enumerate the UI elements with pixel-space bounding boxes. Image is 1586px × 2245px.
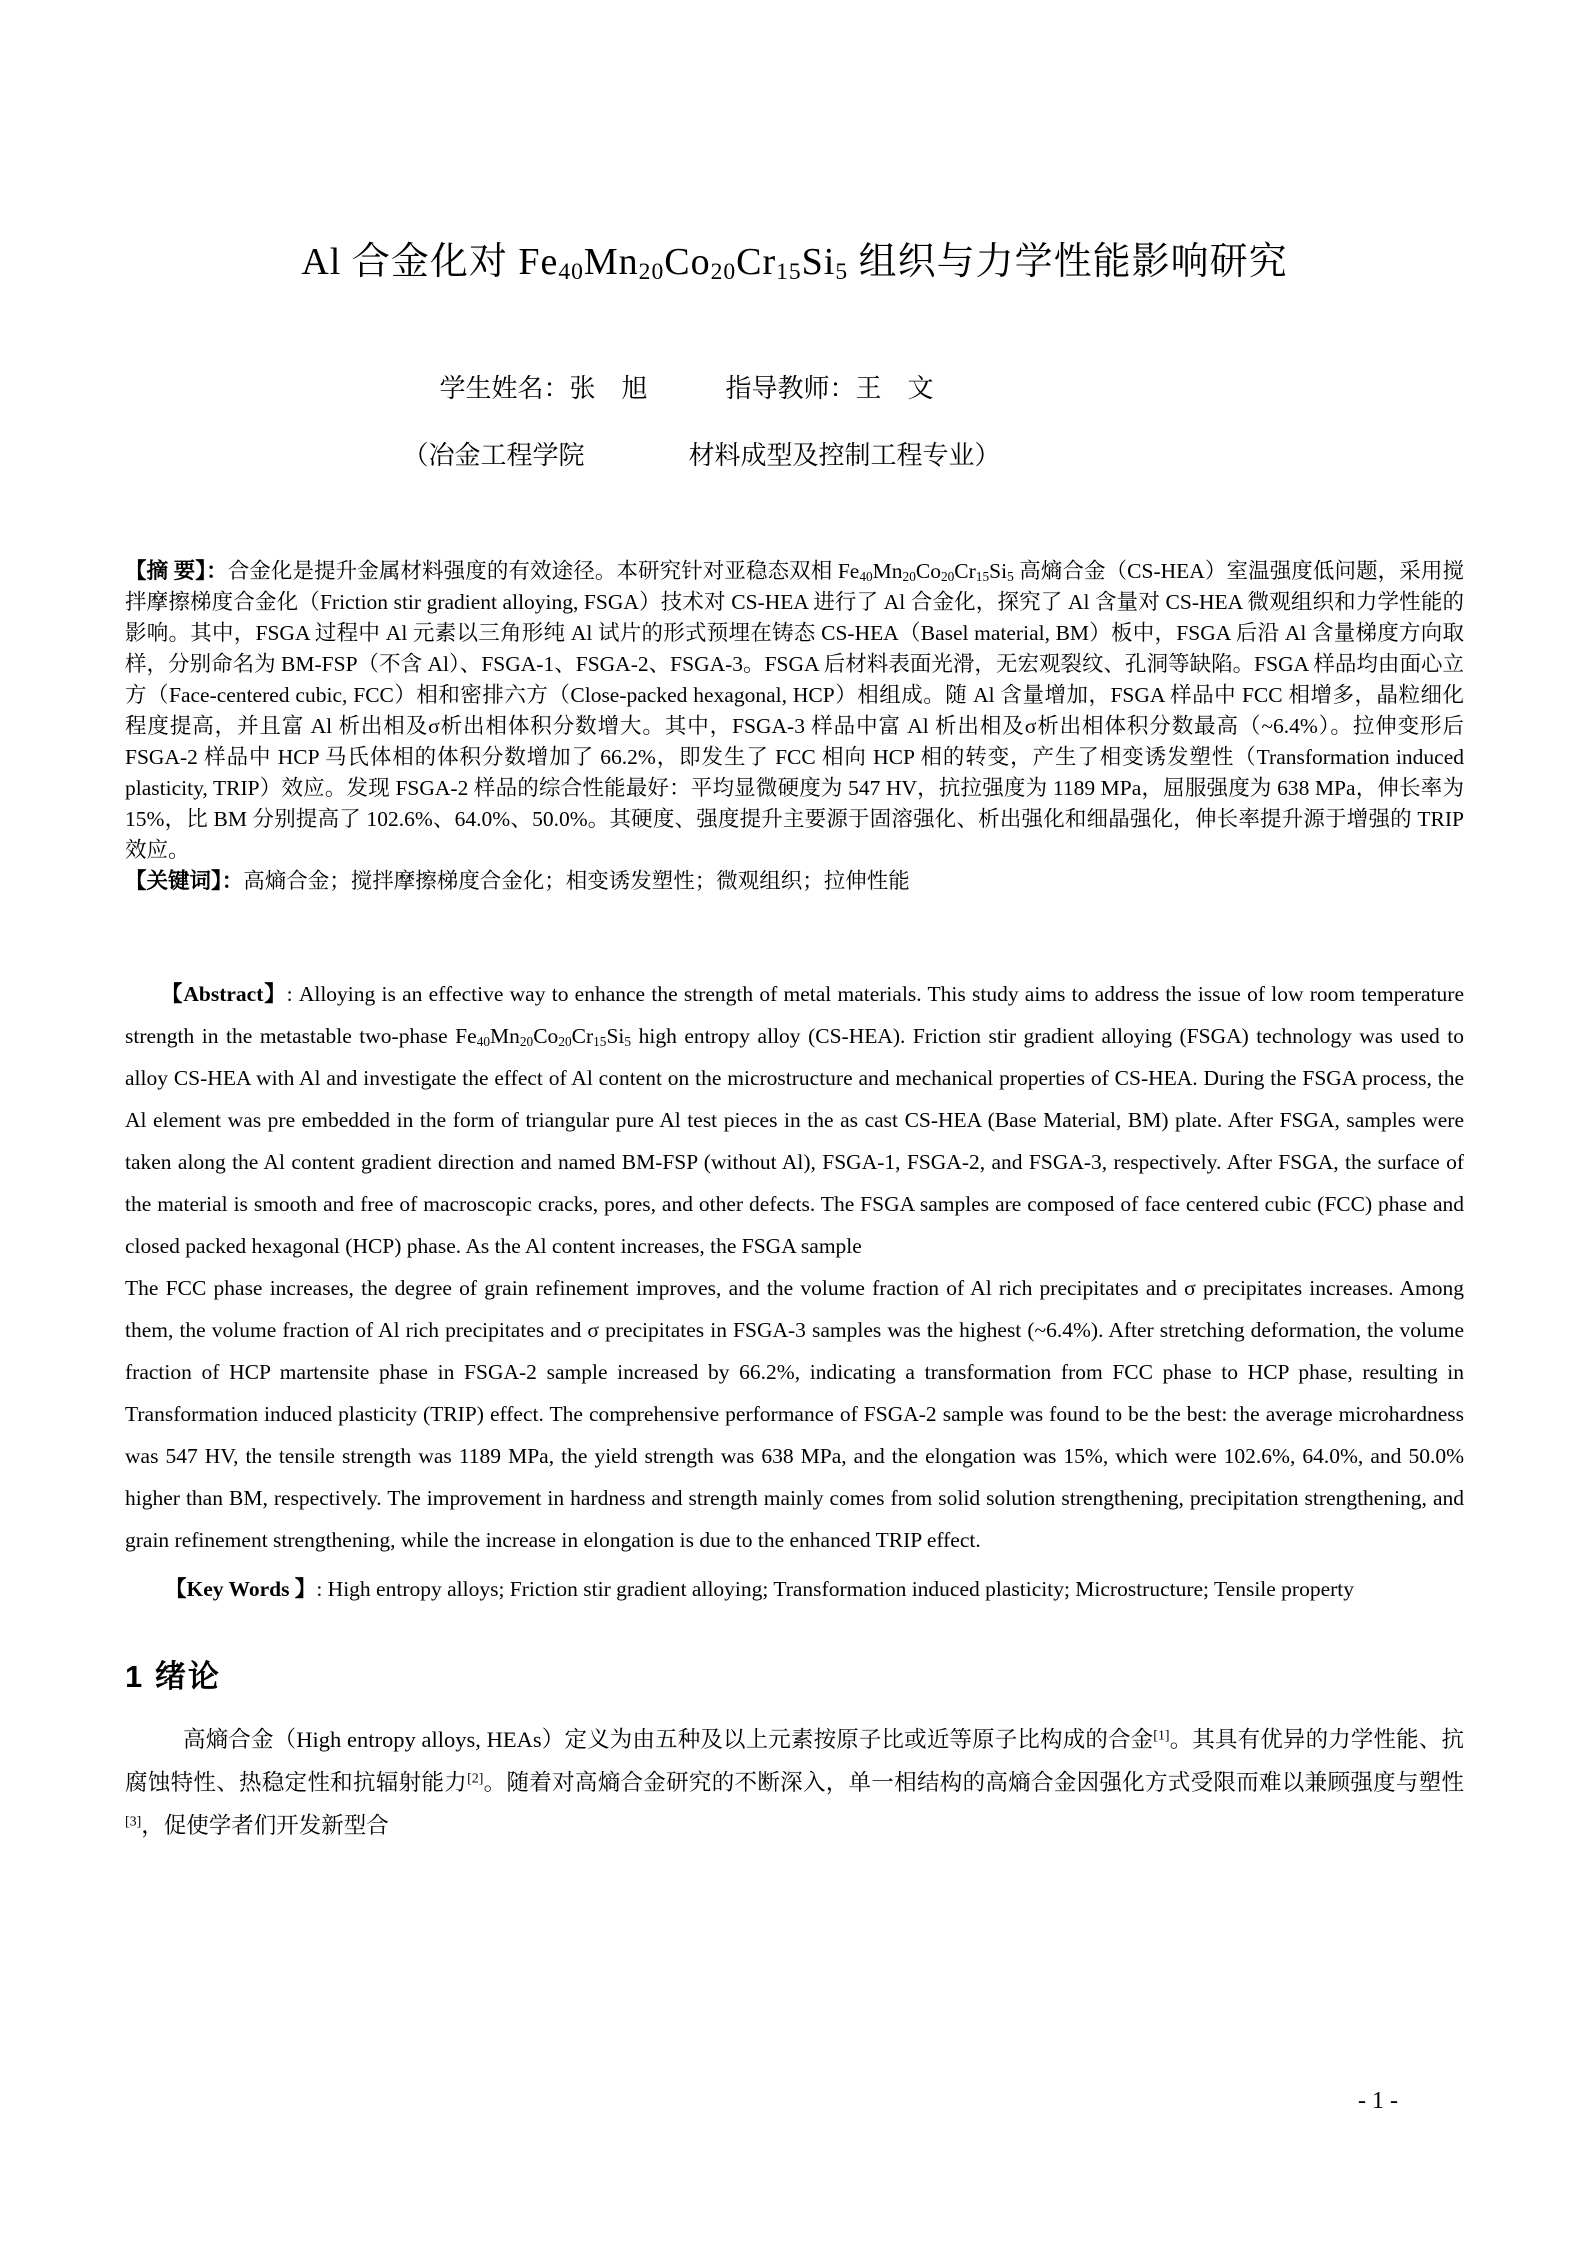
abstract-en-paragraph-1: [125, 973, 1464, 1267]
abstract-en-text-1: Alloying is an effective way to enhance the strength of metal materials. This study aims to address the issue of low room temperature strength in the metastable two-phase $Fe_{40}Mn_{20}Co_{20}Cr_{15}Si_5$ high entropy alloy (CS-HEA). Friction stir gradient alloying (FSGA) technology was used to alloy CS-HEA with Al and investigate the effect of Al content on the microstructure and mechanical properties of CS-HEA. During the FSGA process, the Al element was pre embedded in the form of triangular pure Al test pieces in the as cast CS-HEA (Base Material, BM) plate. After FSGA, samples were taken along the Al content gradient direction and named BM-FSP (without Al), FSGA-1, FSGA-2, and FSGA-3, respectively. After FSGA, the surface of the material is smooth and free of macroscopic cracks, pores, and other defects. The FSGA samples are composed of face centered cubic (FCC) phase and closed packed hexagonal (HCP) phase. As the Al content increases, the FSGA sample: [125, 982, 1464, 1258]
keywords-en-separator: :: [316, 1577, 328, 1601]
affiliation-line: （冶金工程学院 材料成型及控制工程专业）: [402, 441, 1001, 470]
keywords-en-text: High entropy alloys; Friction stir gradient alloying; Transformation induced plasticity; Microstructure; Tensile property: [327, 1577, 1355, 1601]
section-1-heading: 1 绪论: [125, 1659, 221, 1694]
paper-title: Al 合金化对 $Fe_{40}Mn_{20}Co_{20}Cr_{15}Si_5$ 组织与力学性能影响研究: [301, 241, 1288, 286]
keywords-en-label: 【Key Words 】: [165, 1577, 317, 1601]
keywords-cn-label: 【关键词】：: [125, 869, 244, 893]
keywords-cn-line: [125, 866, 1464, 897]
abstract-cn-text: 合金化是提升金属材料强度的有效途径。本研究针对亚稳态双相 $Fe_{40}Mn_{20}Co_{20}Cr_{15}Si_5$ 高熵合金（CS-HEA）室温强度低问题，采用搅拌摩擦梯度合金化（Friction stir gradient alloying, FSGA）技术对 CS-HEA 进行了 Al 合金化，探究了 Al 含量对 CS-HEA 微观组织和力学性能的影响。其中，FSGA 过程中 Al 元素以三角形纯 Al 试片的形式预埋在铸态 CS-HEA（Basel material, BM）板中，FSGA 后沿 Al 含量梯度方向取样，分别命名为 BM-FSP（不含 Al）、FSGA-1、FSGA-2、FSGA-3。FSGA 后材料表面光滑，无宏观裂纹、孔洞等缺陷。FSGA 样品均由面心立方（Face-centered cubic, FCC）相和密排六方（Close-packed hexagonal, HCP）相组成。随 Al 含量增加，FSGA 样品中 FCC 相增多，晶粒细化程度提高，并且富 Al 析出相及σ析出相体积分数增大。其中，FSGA-3 样品中富 Al 析出相及σ析出相体积分数最高（~6.4%）。拉伸变形后 FSGA-2 样品中 HCP 马氏体相的体积分数增加了 66.2%，即发生了 FCC 相向 HCP 相的转变，产生了相变诱发塑性（Transformation induced plasticity, TRIP）效应。发现 FSGA-2 样品的综合性能最好：平均显微硬度为 547 HV，抗拉强度为 1189 MPa，屈服强度为 638 MPa，伸长率为 15%，比 BM 分别提高了 102.6%、64.0%、50.0%。其硬度、强度提升主要源于固溶强化、析出强化和细晶强化，伸长率提升源于增强的 TRIP 效应。: [125, 559, 1464, 862]
page-number: - 1 -: [1358, 2088, 1398, 2114]
abstract-en-paragraph-2: The FCC phase increases, the degree of grain refinement improves, and the volume fraction of Al rich precipitates and σ precipitates increases. Among them, the volume fraction of Al rich precipitates and σ precipitates in FSGA-3 samples was the highest (~6.4%). After stretching deformation, the volume fraction of HCP martensite phase in FSGA-2 sample increased by 66.2%, indicating a transformation from FCC phase to HCP phase, resulting in Transformation induced plasticity (TRIP) effect. The comprehensive performance of FSGA-2 sample was found to be the best: the average microhardness was 547 HV, the tensile strength was 1189 MPa, the yield strength was 638 MPa, and the elongation was 15%, which were 102.6%, 64.0%, and 50.0% higher than BM, respectively. The improvement in hardness and strength mainly comes from solid solution strengthening, precipitation strengthening, and grain refinement strengthening, while the increase in elongation is due to the enhanced TRIP effect.: [125, 1276, 1464, 1552]
section-1-paragraph: 高熵合金（High entropy alloys, HEAs）定义为由五种及以上元素按原子比或近等原子比构成的合金[1]。其具有优异的力学性能、抗腐蚀特性、热稳定性和抗辐射能力[2]。随着对高熵合金研究的不断深入，单一相结构的高熵合金因强化方式受限而难以兼顾强度与塑性[3]，促使学者们开发新型合: [125, 1727, 1464, 1838]
authors-line: 学生姓名：张 旭 指导教师：王 文: [439, 374, 934, 403]
keywords-cn-text: 高熵合金；搅拌摩擦梯度合金化；相变诱发塑性；微观组织；拉伸性能: [243, 869, 910, 893]
abstract-cn-label: 【摘 要】：: [125, 559, 228, 583]
abstract-en-separator: :: [286, 982, 299, 1006]
abstract-en-label: 【Abstract】: [161, 982, 287, 1006]
keywords-en-line: [125, 1573, 1464, 1606]
abstract-cn-paragraph: [125, 556, 1464, 866]
